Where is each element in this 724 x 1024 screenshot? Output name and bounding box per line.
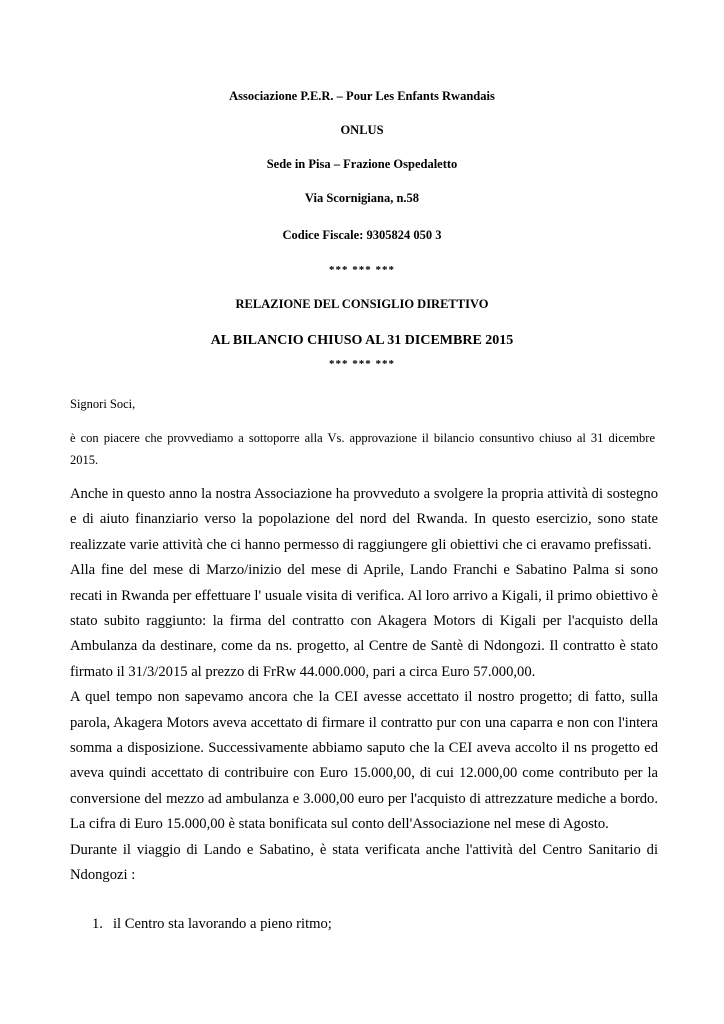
list-item bbox=[92, 912, 332, 937]
paragraph: A quel tempo non sapevamo ancora che la CEI avesse accettato il nostro progetto; di fatto, sulla parola, Akagera Motors aveva accettato di firmare il contratto pur con una caparra e non con l'intera somma a disposizione. Successivamente abbiamo saputo che la CEI aveva accolto il ns progetto ed aveva quindi accettato di contribuire con Euro 15.000,00, di cui 12.000,00 come contributo per la conversione del mezzo ad ambulanza e 3.000,00 euro per l'acquisto di attrezzature mediche a bordo. La cifra di Euro 15.000,00 è stata bonificata sul conto dell'Associazione nel mese di Agosto. bbox=[70, 689, 658, 833]
intro-paragraph: è con piacere che provvediamo a sottoporre alla Vs. approvazione il bilancio consuntivo chiuso al 31 dicembre 2015. bbox=[70, 431, 655, 467]
separator-stars: *** *** *** bbox=[329, 264, 395, 276]
report-subtitle: AL BILANCIO CHIUSO AL 31 DICEMBRE 2015 bbox=[210, 333, 514, 348]
list-text: il Centro sta lavorando a pieno ritmo; bbox=[113, 916, 332, 932]
association-name: Associazione P.E.R. – Pour Les Enfants Rwandais bbox=[229, 89, 495, 103]
separator-stars: *** *** *** bbox=[329, 358, 395, 370]
association-address: Via Scornigiana, n.58 bbox=[304, 191, 420, 205]
report-title: RELAZIONE DEL CONSIGLIO DIRETTIVO bbox=[235, 297, 489, 311]
association-seat: Sede in Pisa – Frazione Ospedaletto bbox=[266, 157, 458, 171]
numbered-list bbox=[92, 912, 332, 937]
paragraph: Anche in questo anno la nostra Associazione ha provveduto a svolgere la propria attività di sostegno e di aiuto finanziario verso la popolazione del nord del Rwanda. In questo esercizio, sono state realizzate varie attività che ci hanno permesso di raggiungere gli obiettivi che ci eravamo prefissati. bbox=[70, 486, 658, 553]
greeting: Signori Soci, bbox=[70, 397, 136, 411]
paragraph: Alla fine del mese di Marzo/inizio del mese di Aprile, Lando Franchi e Sabatino Palma si sono recati in Rwanda per effettuare l' usuale visita di verifica. Al loro arrivo a Kigali, il primo obiettivo è stato subito raggiunto: la firma del contratto con Akagera Motors di Kigali per l'acquisto della Ambulanza da destinare, come da ns. progetto, al Centre de Santè di Ndongozi. Il contratto è stato firmato il 31/3/2015 al prezzo di FrRw 44.000.000, pari a circa Euro 57.000,00. bbox=[70, 562, 658, 680]
body-text bbox=[70, 482, 658, 889]
paragraph: Durante il viaggio di Lando e Sabatino, è stata verificata anche l'attività del Centro Sanitario di Ndongozi : bbox=[70, 841, 658, 884]
list-number: 1. bbox=[92, 916, 103, 932]
tax-code: Codice Fiscale: 9305824 050 3 bbox=[282, 228, 442, 242]
association-type: ONLUS bbox=[340, 123, 384, 137]
